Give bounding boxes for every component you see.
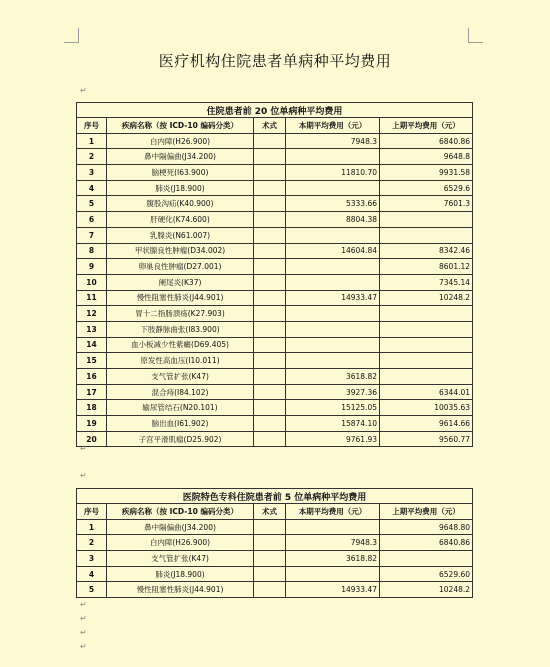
header-previous-cost: 上期平均费用（元） xyxy=(380,118,473,134)
previous-cost xyxy=(380,212,473,228)
disease-name: 卵巢良性肿瘤(D27.001) xyxy=(107,259,254,275)
current-cost: 5333.66 xyxy=(286,196,380,212)
table-row xyxy=(77,149,473,165)
current-cost xyxy=(286,353,380,369)
row-number: 4 xyxy=(77,180,107,196)
disease-name: 乳腺炎(N61.007) xyxy=(107,227,254,243)
previous-cost: 9648.8 xyxy=(380,149,473,165)
current-cost xyxy=(286,180,380,196)
surgery-type xyxy=(254,416,286,432)
row-number: 12 xyxy=(77,306,107,322)
table-row xyxy=(77,416,473,432)
disease-name: 肺炎(J18.900) xyxy=(107,566,254,582)
surgery-type xyxy=(254,133,286,149)
disease-name: 输尿管结石(N20.101) xyxy=(107,400,254,416)
header-surgery: 术式 xyxy=(254,504,286,520)
header-current-cost: 本期平均费用（元） xyxy=(286,504,380,520)
table-row xyxy=(77,369,473,385)
disease-name: 鼻中隔偏曲(J34.200) xyxy=(107,519,254,535)
surgery-type xyxy=(254,431,286,447)
row-number: 10 xyxy=(77,274,107,290)
disease-name: 脑出血(I61.902) xyxy=(107,416,254,432)
current-cost: 14933.47 xyxy=(286,290,380,306)
row-number: 17 xyxy=(77,384,107,400)
current-cost: 9761.93 xyxy=(286,431,380,447)
row-number: 8 xyxy=(77,243,107,259)
document-title: 医疗机构住院患者单病种平均费用 xyxy=(158,52,392,70)
current-cost: 15874.10 xyxy=(286,416,380,432)
disease-name: 原发性高血压(I10.011) xyxy=(107,353,254,369)
row-number: 4 xyxy=(77,566,107,582)
row-number: 16 xyxy=(77,369,107,385)
disease-name: 子宫平滑肌瘤(D25.902) xyxy=(107,431,254,447)
disease-name: 甲状腺良性肿瘤(D34.002) xyxy=(107,243,254,259)
disease-name: 慢性阻塞性肺炎(J44.901) xyxy=(107,290,254,306)
current-cost: 8804.38 xyxy=(286,212,380,228)
previous-cost: 9648.80 xyxy=(380,519,473,535)
paragraph-mark: ↵ xyxy=(80,614,87,623)
table-row xyxy=(77,306,473,322)
previous-cost: 6840.86 xyxy=(380,535,473,551)
previous-cost: 10035.63 xyxy=(380,400,473,416)
disease-name: 胃十二指肠溃疡(K27.903) xyxy=(107,306,254,322)
current-cost xyxy=(286,321,380,337)
current-cost: 7948.3 xyxy=(286,535,380,551)
disease-name: 脑梗死(I63.900) xyxy=(107,165,254,181)
header-disease-name: 疾病名称（按 ICD-10 编码分类） xyxy=(107,504,254,520)
table-row xyxy=(77,274,473,290)
row-number: 5 xyxy=(77,196,107,212)
table-caption: 住院患者前 20 位单病种平均费用 xyxy=(77,103,473,118)
previous-cost: 7345.14 xyxy=(380,274,473,290)
surgery-type xyxy=(254,321,286,337)
disease-name: 白内障(H26.900) xyxy=(107,535,254,551)
disease-name: 阑尾炎(K37) xyxy=(107,274,254,290)
row-number: 20 xyxy=(77,431,107,447)
current-cost xyxy=(286,259,380,275)
current-cost: 3927.36 xyxy=(286,384,380,400)
current-cost xyxy=(286,306,380,322)
row-number: 3 xyxy=(77,165,107,181)
table-row xyxy=(77,133,473,149)
row-number: 6 xyxy=(77,212,107,228)
table-row xyxy=(77,243,473,259)
header-disease-name: 疾病名称（按 ICD-10 编码分类） xyxy=(107,118,254,134)
surgery-type xyxy=(254,290,286,306)
row-number: 2 xyxy=(77,149,107,165)
row-number: 19 xyxy=(77,416,107,432)
row-number: 14 xyxy=(77,337,107,353)
previous-cost: 10248.2 xyxy=(380,290,473,306)
disease-name: 混合痔(I84.102) xyxy=(107,384,254,400)
surgery-type xyxy=(254,149,286,165)
row-number: 2 xyxy=(77,535,107,551)
previous-cost xyxy=(380,227,473,243)
surgery-type xyxy=(254,384,286,400)
previous-cost xyxy=(380,306,473,322)
paragraph-mark: ↵ xyxy=(80,628,87,637)
table-row xyxy=(77,165,473,181)
row-number: 9 xyxy=(77,259,107,275)
row-number: 11 xyxy=(77,290,107,306)
current-cost xyxy=(286,566,380,582)
previous-cost: 6840.86 xyxy=(380,133,473,149)
current-cost xyxy=(286,337,380,353)
surgery-type xyxy=(254,259,286,275)
surgery-type xyxy=(254,212,286,228)
row-number: 18 xyxy=(77,400,107,416)
paragraph-mark: ↵ xyxy=(80,471,87,480)
previous-cost: 8601.12 xyxy=(380,259,473,275)
table-row xyxy=(77,519,473,535)
header-current-cost: 本期平均费用（元） xyxy=(286,118,380,134)
previous-cost: 9560.77 xyxy=(380,431,473,447)
header-no: 序号 xyxy=(77,118,107,134)
table-row xyxy=(77,384,473,400)
current-cost: 7948.3 xyxy=(286,133,380,149)
previous-cost: 6529.6 xyxy=(380,180,473,196)
surgery-type xyxy=(254,369,286,385)
table-row xyxy=(77,196,473,212)
table-row xyxy=(77,337,473,353)
previous-cost xyxy=(380,551,473,567)
surgery-type xyxy=(254,227,286,243)
previous-cost: 9614.66 xyxy=(380,416,473,432)
disease-name: 肺炎(J18.900) xyxy=(107,180,254,196)
table-row xyxy=(77,582,473,598)
paragraph-mark: ↵ xyxy=(80,444,87,453)
paragraph-mark: ↵ xyxy=(80,600,87,609)
disease-name: 腹股沟疝(K40.900) xyxy=(107,196,254,212)
current-cost: 15125.05 xyxy=(286,400,380,416)
table-caption: 医院特色专科住院患者前 5 位单病种平均费用 xyxy=(77,489,473,504)
row-number: 3 xyxy=(77,551,107,567)
surgery-type xyxy=(254,400,286,416)
table-row xyxy=(77,259,473,275)
disease-name: 血小板减少性紫癜(D69.405) xyxy=(107,337,254,353)
paragraph-mark: ↵ xyxy=(80,86,87,95)
table-row xyxy=(77,431,473,447)
row-number: 7 xyxy=(77,227,107,243)
table-row xyxy=(77,535,473,551)
disease-name: 下肢静脉曲张(I83.900) xyxy=(107,321,254,337)
disease-name: 白内障(H26.900) xyxy=(107,133,254,149)
previous-cost: 9931.58 xyxy=(380,165,473,181)
current-cost xyxy=(286,227,380,243)
row-number: 13 xyxy=(77,321,107,337)
surgery-type xyxy=(254,196,286,212)
table-row xyxy=(77,227,473,243)
crop-mark-top-left xyxy=(64,28,79,43)
surgery-type xyxy=(254,165,286,181)
surgery-type xyxy=(254,551,286,567)
previous-cost xyxy=(380,337,473,353)
surgery-type xyxy=(254,306,286,322)
previous-cost: 6344.01 xyxy=(380,384,473,400)
disease-name: 支气管扩张(K47) xyxy=(107,551,254,567)
current-cost xyxy=(286,274,380,290)
crop-mark-top-right xyxy=(468,28,483,43)
previous-cost: 7601.3 xyxy=(380,196,473,212)
previous-cost xyxy=(380,353,473,369)
surgery-type xyxy=(254,519,286,535)
header-no: 序号 xyxy=(77,504,107,520)
header-surgery: 术式 xyxy=(254,118,286,134)
surgery-type xyxy=(254,353,286,369)
current-cost: 3618.82 xyxy=(286,369,380,385)
disease-name: 支气管扩张(K47) xyxy=(107,369,254,385)
previous-cost: 8342.46 xyxy=(380,243,473,259)
current-cost xyxy=(286,519,380,535)
surgery-type xyxy=(254,243,286,259)
row-number: 1 xyxy=(77,133,107,149)
previous-cost: 6529.60 xyxy=(380,566,473,582)
surgery-type xyxy=(254,180,286,196)
table-row xyxy=(77,321,473,337)
table-row xyxy=(77,551,473,567)
table-row xyxy=(77,400,473,416)
row-number: 1 xyxy=(77,519,107,535)
surgery-type xyxy=(254,582,286,598)
row-number: 5 xyxy=(77,582,107,598)
previous-cost xyxy=(380,369,473,385)
previous-cost: 10248.2 xyxy=(380,582,473,598)
surgery-type xyxy=(254,274,286,290)
disease-name: 鼻中隔偏曲(J34.200) xyxy=(107,149,254,165)
table-row xyxy=(77,212,473,228)
current-cost: 14604.84 xyxy=(286,243,380,259)
header-previous-cost: 上期平均费用（元） xyxy=(380,504,473,520)
table-row xyxy=(77,353,473,369)
surgery-type xyxy=(254,535,286,551)
current-cost xyxy=(286,149,380,165)
disease-name: 肝硬化(K74.600) xyxy=(107,212,254,228)
table-top20-disease-costs xyxy=(76,102,473,447)
current-cost: 3618.82 xyxy=(286,551,380,567)
disease-name: 慢性阻塞性肺炎(J44.901) xyxy=(107,582,254,598)
table-row xyxy=(77,290,473,306)
previous-cost xyxy=(380,321,473,337)
table-row xyxy=(77,180,473,196)
surgery-type xyxy=(254,566,286,582)
paragraph-mark: ↵ xyxy=(80,642,87,651)
surgery-type xyxy=(254,337,286,353)
table-specialty-top5-costs xyxy=(76,488,473,598)
current-cost: 14933.47 xyxy=(286,582,380,598)
row-number: 15 xyxy=(77,353,107,369)
current-cost: 11810.70 xyxy=(286,165,380,181)
table-row xyxy=(77,566,473,582)
